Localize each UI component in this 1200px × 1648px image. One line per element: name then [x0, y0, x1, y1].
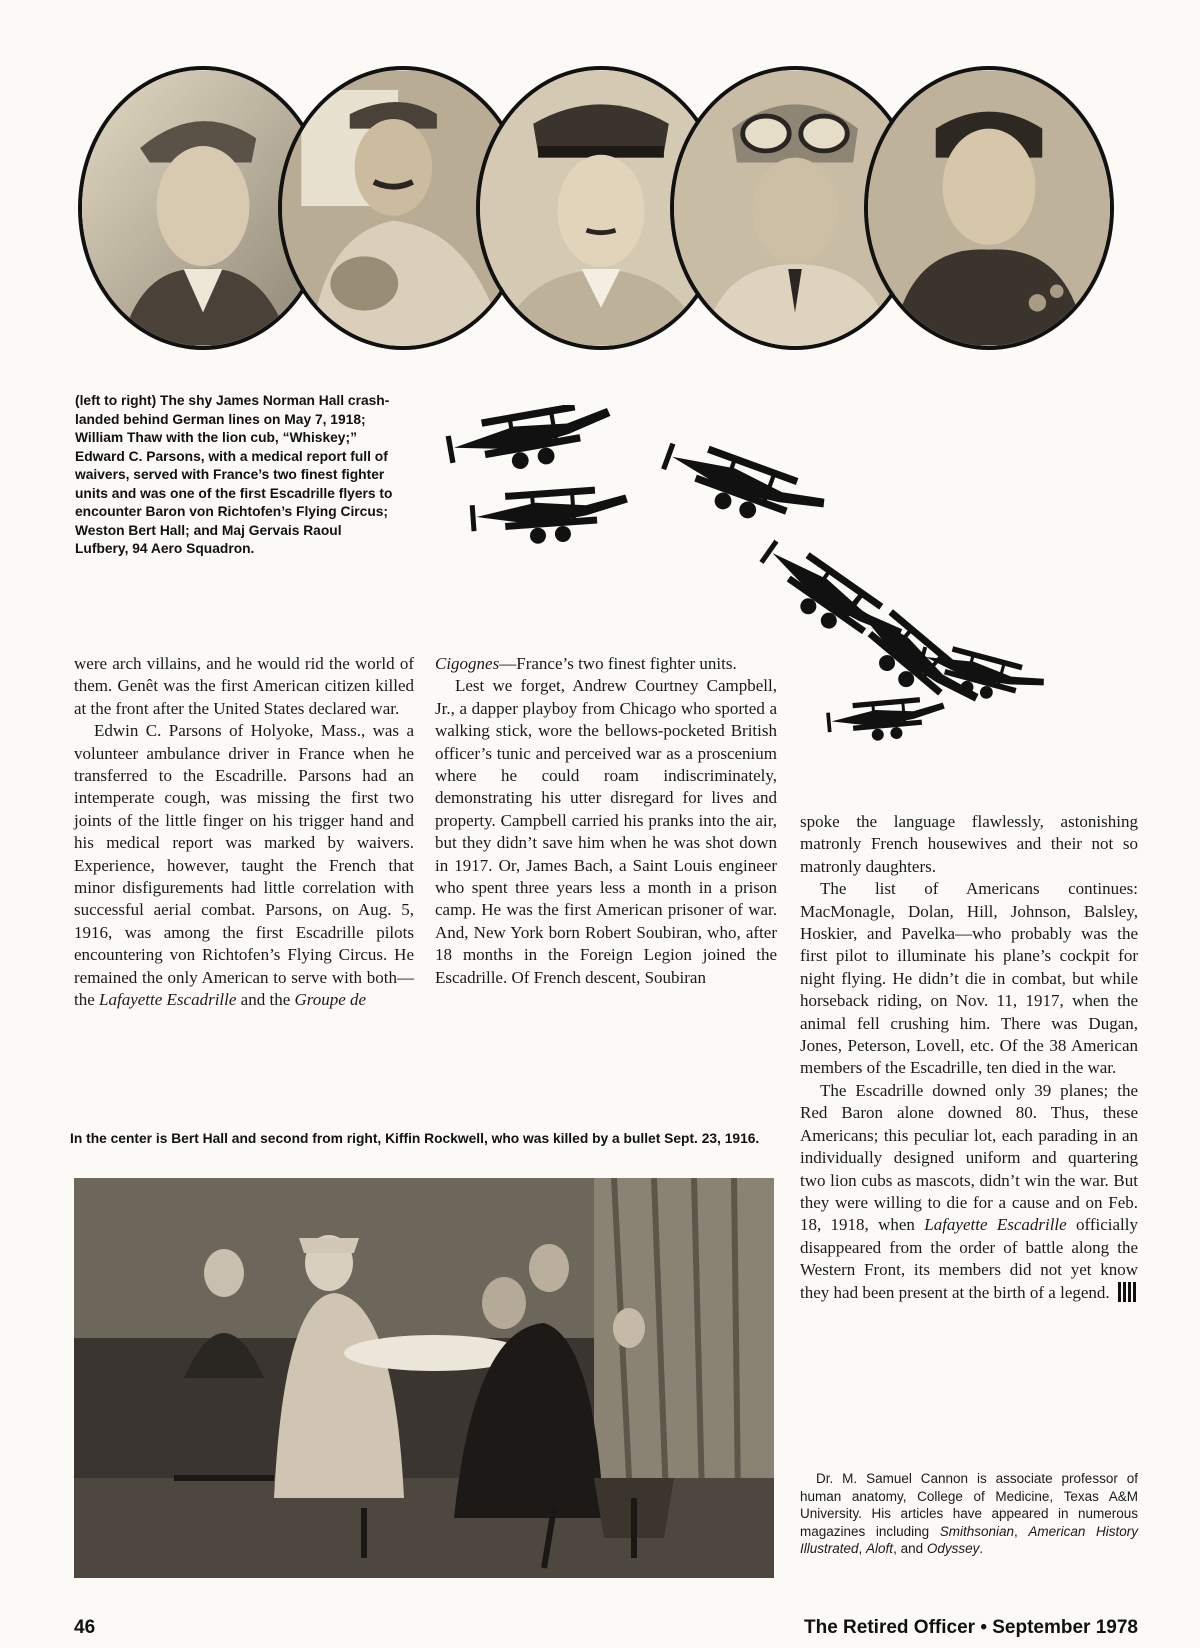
end-mark-icon [1118, 1282, 1136, 1302]
article-column-3 [800, 811, 1138, 1304]
portrait-strip [78, 60, 1140, 360]
portrait-raoul-lufbery [864, 66, 1114, 350]
biplane-3 [655, 433, 830, 542]
bio-text: Dr. M. Samuel Cannon is associate professor of human anatomy, College of Medicine, Texas A&M University. His articles have appeared in numerous magazines including Smithsonian, American History Illustrated, Aloft, and Odyssey. [800, 1471, 1138, 1557]
author-bio [800, 1470, 1138, 1558]
paragraph: Lest we forget, Andrew Courtney Campbell, Jr., a dapper playboy from Chicago who sported a walking stick, wore the bellows-pocketed British officer’s tunic and perceived war as a proscenium where he could roam indiscriminately, demonstrating his utter disregard for lives and property. Campbell carried his pranks into the air, but they didn’t save him when he was shot down in 1917. Or, James Bach, a Saint Louis engineer who spent three years less a month in a prison camp. He was the first American prisoner of war. And, New York born Robert Soubiran, who, after 18 months in the Foreign Legion joined the Escadrille. Of French descent, Soubiran [435, 676, 777, 987]
article-column-1 [74, 653, 414, 1012]
group-photo [74, 1178, 774, 1578]
paragraph: Edwin C. Parsons of Holyoke, Mass., was a volunteer ambulance driver in France when he transferred to the Escadrille. Parsons had an intemperate cough, was missing the first two joints of the little finger on his trigger hand and his medical report was marked by waivers. Experience, however, taught the French that minor disfigurements had little correlation with successful aerial combat. Parsons, on Aug. 5, 1916, was among the first Escadrille pilots encountering von Richtofen’s Flying Circus. He remained the only American to serve with both—the Lafayette Escadrille and the Groupe de [74, 721, 414, 1010]
monoplane [826, 695, 948, 745]
article-column-2 [435, 653, 777, 989]
page-number: 46 [74, 1617, 96, 1638]
paragraph: The Escadrille downed only 39 planes; the Red Baron alone downed 80. Thus, these Americans; this peculiar lot, each parading in an individually designed uniform and quartering two lion cubs as mascots, didn’t win the war. But they were willing to die for a cause and on Feb. 18, 1918, when Lafayette Escadrille officially disappeared from the order of battle along the Western Front, its members did not yet know they had been present at the birth of a legend. [800, 1080, 1139, 1302]
paragraph: were arch villains, and he would rid the world of them. Genêt was the first American citizen killed at the front after the United States declared war. [74, 654, 414, 718]
paragraph: The list of Americans continues: MacMonagle, Dolan, Hill, Johnson, Balsley, Hoskier, and Pavelka—who probably was the first pilot to illuminate his plane’s cockpit for night flying. He didn’t die in combat, but while horseback riding, on Nov. 11, 1917, when the animal fell crushing him. There was Dugan, Jones, Peterson, Lovell, etc. Of the 38 American members of the Escadrille, ten died in the war. [800, 879, 1138, 1078]
biplane-1 [444, 405, 617, 481]
publication-footer: The Retired Officer • September 1978 [804, 1617, 1138, 1638]
caption-group-photo: In the center is Bert Hall and second from right, Kiffin Rockwell, who was killed by a bullet Sept. 23, 1916. [70, 1131, 760, 1146]
caption-portraits: (left to right) The shy James Norman Hall crash-landed behind German lines on May 7, 1918; William Thaw with the lion cub, “Whiskey;” Edward C. Parsons, with a medical report full of waivers, served with France’s two finest fighter units and was one of the first Escadrille flyers to encounter Baron von Richtofen’s Flying Circus; Weston Bert Hall; and Maj Gervais Raoul Lufbery, 94 Aero Squadron. [75, 393, 393, 556]
paragraph: Cigognes—France’s two finest fighter units. [435, 654, 737, 673]
biplane-2 [469, 484, 630, 548]
paragraph: spoke the language flawlessly, astonishing matronly French housewives and their not so matronly daughters. [800, 812, 1138, 876]
